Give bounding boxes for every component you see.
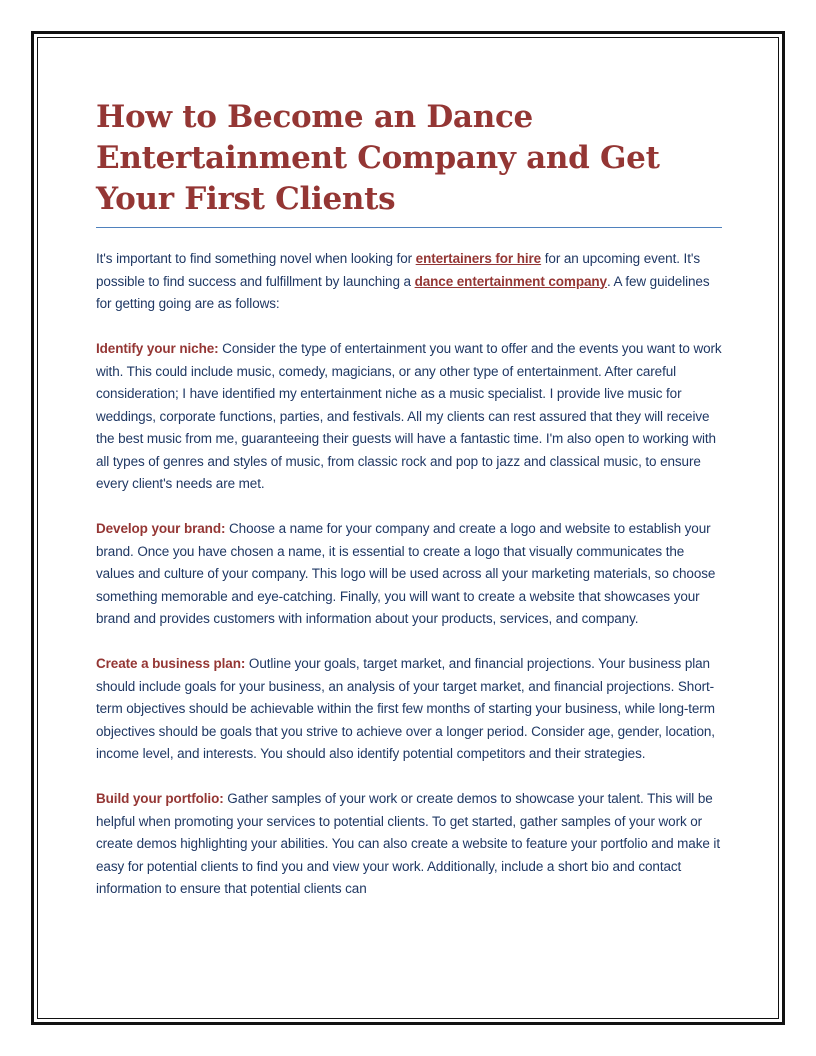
intro-text-3: . A few guidelines for getting going are as follows:	[96, 273, 710, 311]
entertainers-for-hire-link[interactable]: entertainers for hire	[415, 251, 542, 266]
section-heading: Develop your brand:	[96, 521, 226, 536]
document-body	[96, 97, 722, 901]
section-text: Choose a name for your company and create a logo and website to establish your brand. Once you have chosen a name, it is essential to create a logo that visually communicates the values and culture of your company. This logo will be used across all your marketing materials, so choose something memorable and eye-catching. Finally, you will want to create a website that showcases your brand and provides customers with information about your products, services, and company.	[96, 521, 716, 626]
section-heading: Create a business plan:	[96, 656, 246, 671]
title-divider	[96, 227, 722, 228]
section-build-portfolio	[96, 788, 722, 901]
intro-text-1: It's important to find something novel when looking for	[96, 251, 416, 266]
section-heading: Identify your niche:	[96, 341, 219, 356]
section-text: Consider the type of entertainment you want to offer and the events you want to work with. This could include music, comedy, magicians, or any other type of entertainment. After careful consideration; I have identified my entertainment niche as a music specialist. I provide live music for weddings, corporate functions, parties, and festivals. All my clients can rest assured that they will receive the best music from me, guaranteeing their guests will have a fantastic time. I'm also open to working with all types of genres and styles of music, from classic rock and pop to jazz and classical music, to ensure every client's needs are met.	[96, 341, 722, 491]
intro-text-2: for an upcoming event. It's possible to find success and fulfillment by launching a	[96, 251, 700, 289]
page-title: How to Become an Dance Entertainment Company and Get Your First Clients	[96, 99, 660, 217]
dance-entertainment-company-link[interactable]: dance entertainment company	[414, 273, 607, 289]
section-text: Outline your goals, target market, and financial projections. Your business plan should include goals for your business, an analysis of your target market, and financial projections. Short-term objectives should be achievable within the first few months of starting your business, while long-term objectives should be goals that you strive to achieve over a longer period. Consider age, gender, location, income level, and interests. You should also identify potential competitors and their strategies.	[96, 656, 715, 761]
section-develop-brand	[96, 518, 722, 631]
section-heading: Build your portfolio:	[96, 791, 224, 806]
section-text: Gather samples of your work or create demos to showcase your talent. This will be helpful when promoting your services to potential clients. To get started, gather samples of your work or create demos highlighting your abilities. You can also create a website to feature your portfolio and make it easy for potential clients to find you and view your work. Additionally, include a short bio and contact information to ensure that potential clients can	[96, 791, 720, 896]
section-identify-niche	[96, 338, 722, 496]
section-business-plan	[96, 653, 722, 766]
intro-paragraph	[96, 248, 722, 316]
